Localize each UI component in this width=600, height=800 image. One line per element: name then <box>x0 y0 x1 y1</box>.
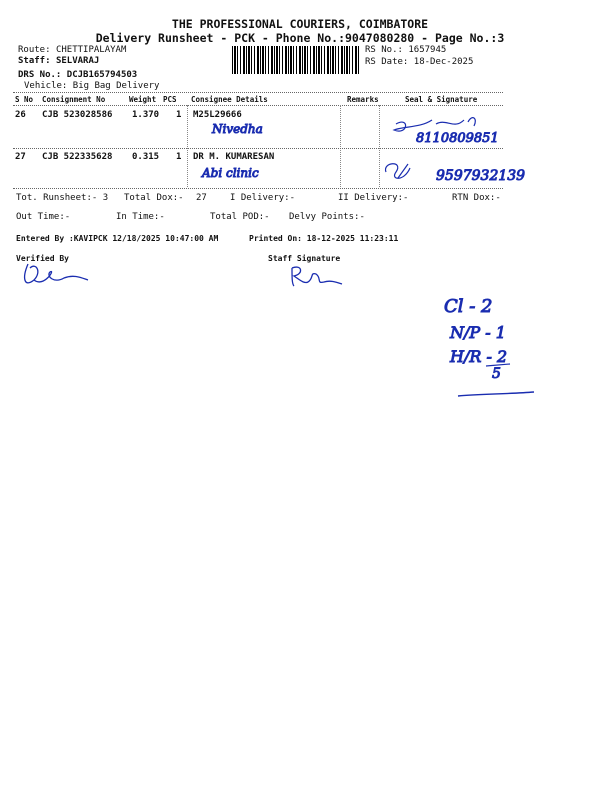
row-rule <box>13 148 503 149</box>
staff-label: Staff: <box>18 56 51 66</box>
table-top-rule <box>13 92 503 93</box>
seal-signature <box>380 156 560 188</box>
handwritten-tally <box>430 290 550 402</box>
runsheet-subtitle: Delivery Runsheet - PCK - Phone No.:9047080280 - Page No.:3 <box>95 31 505 45</box>
route-line <box>18 45 126 55</box>
entered-by: Entered By :KAVIPCK 12/18/2025 10:47:00 AM <box>16 234 219 243</box>
row-consignment: CJB 523028586 <box>42 110 113 120</box>
printed-on: Printed On: 18-12-2025 11:23:11 <box>249 234 399 243</box>
ii-delivery: II Delivery:- <box>338 193 409 203</box>
receiver-name-handwriting <box>200 160 310 184</box>
tot-runsheet: Tot. Runsheet:- 3 <box>16 193 109 203</box>
drs-line <box>18 70 137 80</box>
row-pcs: 1 <box>176 152 182 162</box>
col-divider <box>340 105 341 187</box>
row-pcs: 1 <box>176 110 182 120</box>
col-seal: Seal & Signature <box>405 95 478 104</box>
rtn-dox: RTN Dox:- <box>452 193 501 203</box>
seal-signature <box>380 110 560 150</box>
company-title: THE PROFESSIONAL COURIERS, COIMBATORE <box>171 17 429 31</box>
rs-date-line <box>365 57 473 67</box>
rs-no-value: 1657945 <box>408 45 447 55</box>
receiver-name-text: Nivedha <box>212 122 263 136</box>
row-sno: 27 <box>15 152 26 162</box>
row-weight: 1.370 <box>132 110 160 120</box>
drs-label: DRS No.: <box>18 70 62 80</box>
row-consignee: DR M. KUMARESAN <box>193 152 275 162</box>
tally-line-hr: H/R - 2 <box>450 347 508 366</box>
total-dox-label: Total Dox:- <box>124 193 184 203</box>
delvy-points: Delvy Points:- <box>289 212 365 222</box>
tally-line-cl: Cl - 2 <box>444 296 493 317</box>
barcode <box>232 46 360 74</box>
col-remarks: Remarks <box>347 95 379 104</box>
i-delivery: I Delivery:- <box>230 193 296 203</box>
rs-date-value: 18-Dec-2025 <box>413 57 474 67</box>
col-divider <box>187 105 188 187</box>
tally-total: 5 <box>492 366 501 382</box>
route-label: Route: <box>18 45 51 55</box>
receiver-name-handwriting <box>210 118 300 140</box>
tally-line-np: N/P - 1 <box>450 323 506 342</box>
vehicle-label: Vehicle: <box>24 81 68 91</box>
row-sno: 26 <box>15 110 26 120</box>
vehicle-value: Big Bag Delivery <box>72 81 160 91</box>
table-header-rule <box>13 105 503 106</box>
col-sno: S No <box>15 95 34 104</box>
rs-date-label: RS Date: <box>365 57 409 67</box>
total-dox-value: 27 <box>196 193 207 203</box>
receiver-phone: 8110809851 <box>416 131 499 146</box>
staff-signature-label: Staff Signature <box>268 254 341 263</box>
col-consignment: Consignment No <box>42 95 106 104</box>
col-consignee: Consignee Details <box>191 95 268 104</box>
staff-signature <box>286 260 356 290</box>
col-pcs: PCS <box>163 95 177 104</box>
staff-value: SELVARAJ <box>55 56 100 66</box>
route-value: CHETTIPALAYAM <box>55 45 127 55</box>
row-rule <box>13 188 503 189</box>
drs-value: DCJB165794503 <box>66 70 138 80</box>
receiver-phone: 9597932139 <box>436 168 526 184</box>
verified-by-label: Verified By <box>16 254 69 263</box>
out-time: Out Time:- <box>16 212 71 222</box>
rs-no-label: RS No.: <box>365 45 403 55</box>
in-time: In Time:- <box>116 212 165 222</box>
verified-signature <box>20 258 100 292</box>
staff-line <box>18 56 99 66</box>
rs-no-line <box>365 45 446 55</box>
row-consignee: M25L29666 <box>193 110 242 120</box>
vehicle-line <box>24 81 159 91</box>
col-weight: Weight <box>129 95 157 104</box>
row-weight: 0.315 <box>132 152 160 162</box>
row-consignment: CJB 522335628 <box>42 152 113 162</box>
total-pod: Total POD:- <box>210 212 270 222</box>
receiver-name-text: Abi clinic <box>202 166 259 180</box>
